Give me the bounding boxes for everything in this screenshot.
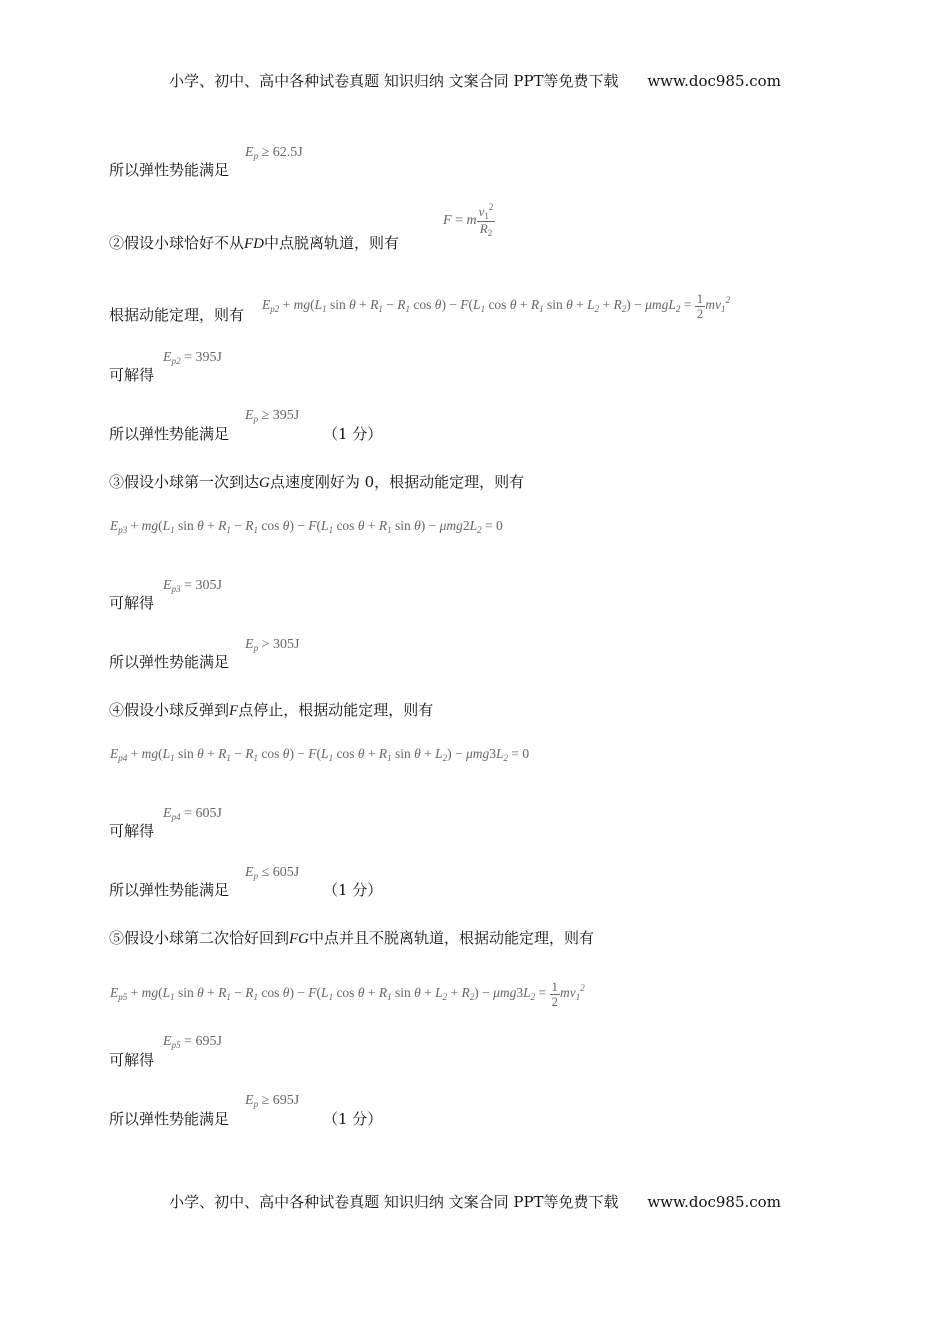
line-2-text-b: FD [244, 236, 265, 252]
line-9-text-b: F [229, 703, 239, 719]
line-2-text-c: 中点脱离轨道，则有 [264, 234, 400, 252]
text-line-4 [109, 364, 154, 385]
formula-13-value: = 695J [184, 1034, 222, 1049]
footer-site-link[interactable]: www.doc985.com [647, 1193, 781, 1211]
formula-energy-5: $E_{p5} + mg(L_1$ $\sin \theta + R_1 - R_1$ $\cos \theta) - F(L_1$ $\cos \theta + R_1$ $\sin \theta + L_2 + R_2) - \mu mg3L_2$ = $\frac{1}{2}$ $mv_1^2$ [110, 979, 585, 1009]
line-3-text: 根据动能定理，则有 [109, 306, 245, 324]
formula-10-value: = 605J [184, 806, 222, 821]
text-line-3 [109, 304, 244, 325]
header-text: 小学、初中、高中各种试卷真题 知识归纳 文案合同 PPT等免费下载 [169, 72, 619, 90]
formula-energy-3: $E_{p3} + mg(L_1$ $\sin \theta + R_1 - R_1$ $\cos \theta) - F(L_1$ $\cos \theta + R_1$ $\sin \theta) - \mu mg2L_2 = 0$ [110, 518, 503, 535]
formula-8-value: > 305J [261, 637, 300, 652]
page-footer [0, 1191, 950, 1212]
formula-ep3-result: $E_{p3} = 305J$ [163, 578, 222, 594]
score-2-text: （1 分） [323, 881, 383, 899]
score-3 [323, 1108, 382, 1129]
line-9-text-a: ④假设小球反弹到 [109, 701, 230, 719]
text-line-14 [109, 1108, 229, 1129]
formula-ep5-result: $E_{p5} = 695J$ [163, 1034, 222, 1050]
line-12-text-a: ⑤假设小球第二次恰好回到 [109, 929, 290, 947]
score-1-text: （1 分） [323, 425, 383, 443]
text-line-10 [109, 820, 154, 841]
line-6-text-a: ③假设小球第一次到达 [109, 473, 260, 491]
text-line-5 [109, 423, 229, 444]
text-line-9 [109, 699, 433, 720]
formula-ep-min-2: $E_p \ge 395J$ [245, 408, 300, 424]
formula-5-value: ≥ 395J [261, 408, 300, 423]
formula-7-value: = 305J [184, 578, 222, 593]
score-3-text: （1 分） [323, 1110, 383, 1128]
text-line-11 [109, 879, 229, 900]
formula-11-value: ≤ 605J [261, 865, 300, 880]
text-line-1 [109, 159, 229, 180]
header-site-link[interactable]: www.doc985.com [647, 72, 781, 90]
line-5-text: 所以弹性势能满足 [109, 425, 230, 443]
line-6-text-c: 点速度刚好为 0，根据动能定理，则有 [269, 473, 525, 491]
text-line-12 [109, 927, 594, 948]
line-4-text: 可解得 [109, 366, 155, 384]
text-line-7 [109, 592, 154, 613]
text-line-8 [109, 651, 229, 672]
line-1-text: 所以弹性势能满足 [109, 161, 230, 179]
line-6-text-b: G [259, 475, 270, 491]
formula-energy-2: $E_{p2} + mg(L_1$ $\sin \theta + R_1 - R_1$ $\cos \theta) - F(L_1$ $\cos \theta + R_1$ $\sin \theta + L_2 + R_2) - \mu mgL_2$ = $\frac{1}{2}$ $mv_1^2$ [262, 291, 731, 321]
text-line-13 [109, 1049, 154, 1070]
formula-14-value: ≥ 695J [261, 1093, 300, 1108]
score-2 [323, 879, 382, 900]
formula-4-value: = 395J [184, 350, 222, 365]
text-line-2 [109, 232, 399, 253]
line-12-text-c: 中点并且不脱离轨道，根据动能定理，则有 [309, 929, 595, 947]
line-8-text: 所以弹性势能满足 [109, 653, 230, 671]
formula-ep2-result: $E_{p2} = 395J$ [163, 350, 222, 366]
formula-ep-max: $E_p \le 605J$ [245, 865, 300, 881]
line-10-text: 可解得 [109, 822, 155, 840]
text-line-6 [109, 471, 524, 492]
formula-ep-min-1: $E_p \ge 62.5J$ [245, 145, 303, 161]
formula-energy-4: $E_{p4} + mg(L_1$ $\sin \theta + R_1 - R_1$ $\cos \theta) - F(L_1$ $\cos \theta + R_1$ $\sin \theta + L_2) - \mu mg3L_2 = 0$ [110, 746, 530, 763]
formula-centripetal: F = m $\frac{v_1^2}{R_2}$ [443, 202, 494, 239]
line-9-text-c: 点停止，根据动能定理，则有 [238, 701, 434, 719]
line-12-text-b: FG [289, 931, 310, 947]
formula-1-value: ≥ 62.5J [261, 145, 303, 160]
formula-ep-min-3: $E_p > 305J$ [245, 637, 300, 653]
line-11-text: 所以弹性势能满足 [109, 881, 230, 899]
line-13-text: 可解得 [109, 1051, 155, 1069]
footer-text: 小学、初中、高中各种试卷真题 知识归纳 文案合同 PPT等免费下载 [169, 1193, 619, 1211]
line-2-text-a: ②假设小球恰好不从 [109, 234, 245, 252]
score-1 [323, 423, 382, 444]
line-14-text: 所以弹性势能满足 [109, 1110, 230, 1128]
formula-ep-min-4: $E_p \ge 695J$ [245, 1093, 300, 1109]
line-7-text: 可解得 [109, 594, 155, 612]
formula-ep4-result: $E_{p4} = 605J$ [163, 806, 222, 822]
page-header [0, 70, 950, 91]
